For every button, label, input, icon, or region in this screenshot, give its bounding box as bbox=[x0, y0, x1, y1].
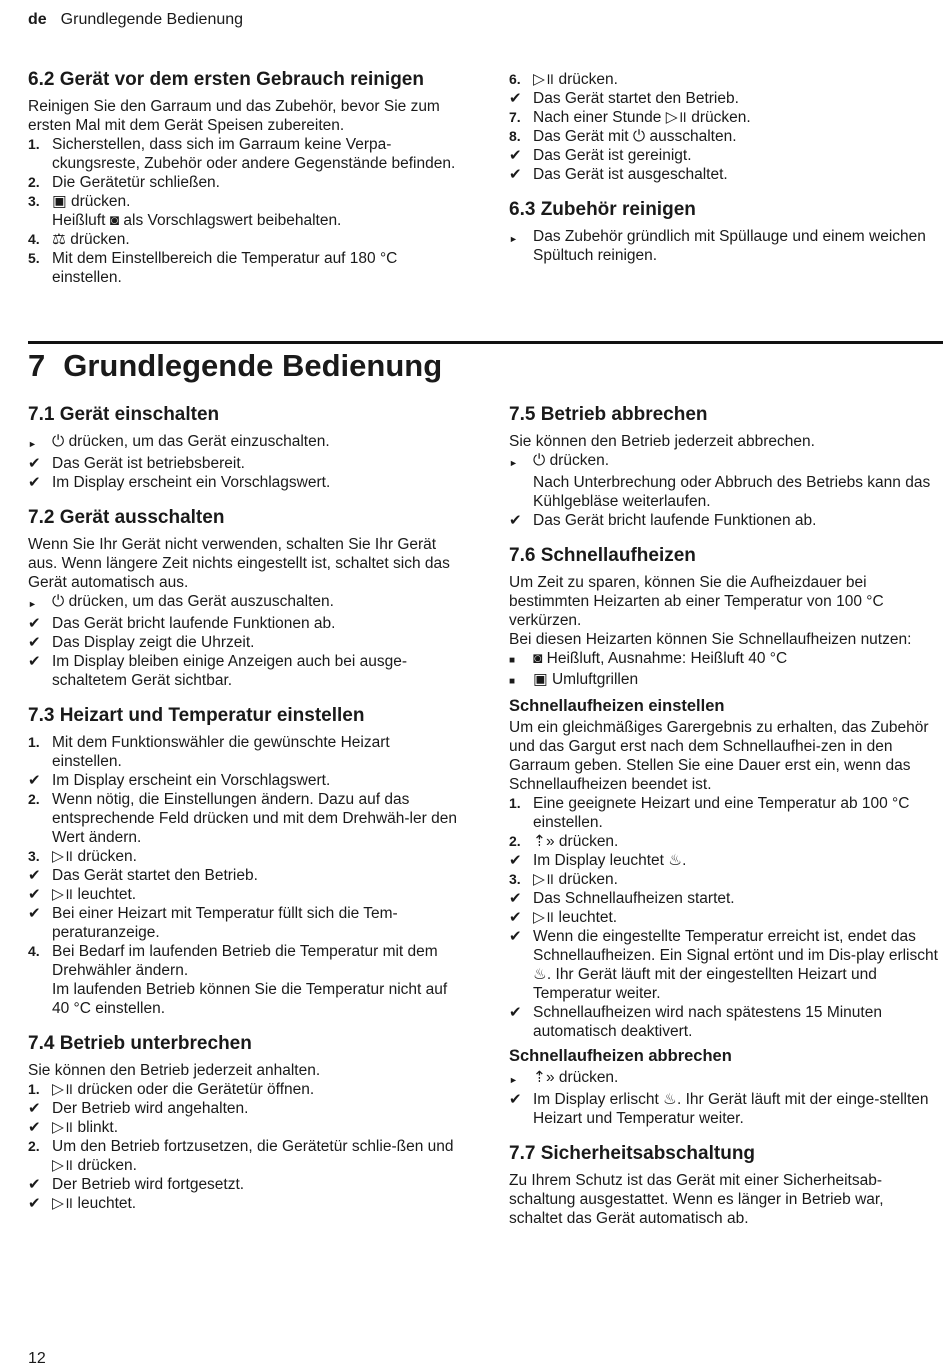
paragraph: Um ein gleichmäßiges Garergebnis zu erhalten, das Zubehör und das Gargut erst nach dem Schnellaufhei-zen in den Garraum geben. Stellen Sie eine Dauer erst ein, wenn das Schnellaufheizen beendet ist. bbox=[509, 719, 929, 793]
result-item bbox=[28, 866, 460, 885]
item-text: ▷॥ leuchtet. bbox=[52, 1195, 137, 1212]
result-item bbox=[28, 771, 460, 790]
numbered-step bbox=[28, 230, 460, 249]
result-check-icon: ✔ bbox=[28, 1119, 41, 1136]
result-item bbox=[509, 1090, 941, 1128]
paragraph: Wenn Sie Ihr Gerät nicht verwenden, schalten Sie Ihr Gerät aus. Wenn längere Zeit nichts eingestellt ist, schaltet sich das Gerät automatisch aus. bbox=[28, 536, 450, 591]
subsection-heading: Schnellaufheizen einstellen bbox=[509, 697, 725, 715]
item-text: Um den Betrieb fortzusetzen, die Gerätetür schlie-ßen und ▷॥ drücken. bbox=[52, 1138, 454, 1174]
numbered-step bbox=[28, 211, 460, 230]
action-step bbox=[28, 592, 460, 614]
item-text: Nach einer Stunde ▷॥ drücken. bbox=[533, 109, 751, 126]
result-check-icon: ✔ bbox=[509, 1004, 522, 1021]
item-text: ▷॥ drücken. bbox=[533, 71, 618, 88]
chapter-heading bbox=[28, 348, 442, 384]
bullet-square-icon: ■ bbox=[509, 676, 516, 687]
numbered-step bbox=[28, 1137, 460, 1175]
item-text: ⇡» drücken. bbox=[533, 1069, 619, 1086]
item-text: Das Display zeigt die Uhrzeit. bbox=[52, 634, 255, 651]
step-number: 3. bbox=[28, 193, 40, 209]
section-6-2-column bbox=[28, 70, 460, 287]
result-item bbox=[509, 927, 941, 1003]
item-text: Das Schnellaufheizen startet. bbox=[533, 890, 735, 907]
action-arrow-icon: ► bbox=[28, 439, 37, 449]
spacer bbox=[509, 184, 941, 200]
paragraph: Um Zeit zu sparen, können Sie die Aufheizdauer bei bestimmten Heizarten ab einer Temperatur von 100 °C verkürzen. bbox=[509, 574, 884, 629]
item-text: ▷॥ leuchtet. bbox=[52, 886, 137, 903]
bullet-square-icon: ■ bbox=[509, 655, 516, 666]
item-text: Im Display erscheint ein Vorschlagswert. bbox=[52, 772, 331, 789]
item-text: Im Display bleiben einige Anzeigen auch bei ausge-schaltetem Gerät sichtbar. bbox=[52, 653, 408, 689]
result-item bbox=[28, 1175, 460, 1194]
step-number: 2. bbox=[28, 1138, 40, 1154]
numbered-step bbox=[28, 942, 460, 980]
numbered-step bbox=[509, 473, 941, 511]
item-text: Im Display erscheint ein Vorschlagswert. bbox=[52, 474, 331, 491]
item-text: Heißluft ◙ als Vorschlagswert beibehalten. bbox=[52, 212, 342, 229]
item-text: Im Display leuchtet ♨. bbox=[533, 852, 687, 869]
item-text: Die Gerätetür schließen. bbox=[52, 174, 220, 191]
item-text: ▷॥ blinkt. bbox=[52, 1119, 119, 1136]
item-text: Das Gerät startet den Betrieb. bbox=[52, 867, 258, 884]
item-text: Das Gerät bricht laufende Funktionen ab. bbox=[52, 615, 336, 632]
spacer bbox=[28, 690, 460, 706]
result-check-icon: ✔ bbox=[509, 909, 522, 926]
item-text: Das Gerät bricht laufende Funktionen ab. bbox=[533, 512, 817, 529]
paragraph: Zu Ihrem Schutz ist das Gerät mit einer Sicherheitsab-schaltung ausgestattet. Wenn es länger in Betrieb war, schaltet das Gerät automatisch ab. bbox=[509, 1172, 884, 1227]
bullet-item bbox=[509, 670, 941, 691]
result-check-icon: ✔ bbox=[509, 512, 522, 529]
numbered-step bbox=[28, 733, 460, 771]
action-arrow-icon: ► bbox=[509, 234, 518, 244]
numbered-step bbox=[509, 832, 941, 851]
result-item bbox=[28, 652, 460, 690]
right-column bbox=[509, 405, 941, 1228]
item-text: Sicherstellen, dass sich im Garraum keine Verpa-ckungsreste, Zubehör oder andere Gegenstände befinden. bbox=[52, 136, 456, 172]
result-check-icon: ✔ bbox=[28, 634, 41, 651]
action-arrow-icon: ► bbox=[28, 599, 37, 609]
result-check-icon: ✔ bbox=[28, 905, 41, 922]
result-item bbox=[28, 633, 460, 652]
numbered-step bbox=[509, 794, 941, 832]
result-item bbox=[28, 473, 460, 492]
item-text: Das Zubehör gründlich mit Spüllauge und einem weichen Spültuch reinigen. bbox=[533, 228, 926, 264]
item-text: ⚖ drücken. bbox=[52, 231, 130, 248]
step-number: 5. bbox=[28, 250, 40, 266]
result-item bbox=[509, 889, 941, 908]
subsection-heading: Schnellaufheizen abbrechen bbox=[509, 1047, 732, 1065]
numbered-step bbox=[509, 108, 941, 127]
section-heading: 7.2 Gerät ausschalten bbox=[28, 507, 225, 528]
step-number: 1. bbox=[28, 136, 40, 152]
step-number: 3. bbox=[509, 871, 521, 887]
item-text: Wenn nötig, die Einstellungen ändern. Dazu auf das entsprechende Feld drücken und mit dem Drehwäh-ler den Wert ändern. bbox=[52, 791, 457, 846]
spacer bbox=[509, 1128, 941, 1144]
action-arrow-icon: ► bbox=[509, 458, 518, 468]
item-text: Schnellaufheizen wird nach spätestens 15 Minuten automatisch deaktivert. bbox=[533, 1004, 882, 1040]
item-text: Eine geeignete Heizart und eine Temperatur ab 100 °C einstellen. bbox=[533, 795, 910, 831]
numbered-step bbox=[509, 127, 941, 146]
item-text: Das Gerät ist ausgeschaltet. bbox=[533, 166, 728, 183]
step-number: 1. bbox=[509, 795, 521, 811]
result-item bbox=[28, 904, 460, 942]
item-text: ▷॥ drücken oder die Gerätetür öffnen. bbox=[52, 1081, 315, 1098]
action-step bbox=[509, 451, 941, 473]
step-number: 4. bbox=[28, 943, 40, 959]
item-text: Der Betrieb wird angehalten. bbox=[52, 1100, 249, 1117]
header-title: Grundlegende Bedienung bbox=[60, 11, 244, 28]
spacer bbox=[28, 492, 460, 508]
result-check-icon: ✔ bbox=[28, 867, 41, 884]
result-check-icon: ✔ bbox=[28, 772, 41, 789]
item-text: Das Gerät startet den Betrieb. bbox=[533, 90, 739, 107]
result-check-icon: ✔ bbox=[509, 928, 522, 945]
section-heading: 7.4 Betrieb unterbrechen bbox=[28, 1033, 252, 1054]
action-step bbox=[509, 1068, 941, 1090]
item-text: Im Display erlischt ♨. Ihr Gerät läuft mit der einge-stellten Heizart und Temperatur weiter. bbox=[533, 1091, 929, 1127]
item-text: ⏻ drücken, um das Gerät einzuschalten. bbox=[52, 433, 330, 450]
step-number: 3. bbox=[28, 848, 40, 864]
result-item bbox=[509, 165, 941, 184]
item-text: ⏻ drücken, um das Gerät auszuschalten. bbox=[52, 593, 334, 610]
result-item bbox=[28, 1099, 460, 1118]
numbered-step bbox=[28, 192, 460, 211]
chapter-number: 7 bbox=[28, 348, 46, 383]
item-text: Das Gerät ist gereinigt. bbox=[533, 147, 692, 164]
running-header bbox=[28, 11, 243, 29]
step-number bbox=[28, 980, 52, 1018]
item-text: Bei Bedarf im laufenden Betrieb die Temperatur mit dem Drehwähler ändern. bbox=[52, 943, 438, 979]
section-6-3-column bbox=[509, 70, 941, 265]
numbered-step bbox=[28, 847, 460, 866]
item-text: Der Betrieb wird fortgesetzt. bbox=[52, 1176, 245, 1193]
bullet-item bbox=[509, 649, 941, 670]
item-text: ▷॥ drücken. bbox=[52, 848, 137, 865]
section-heading: 7.7 Sicherheitsabschaltung bbox=[509, 1143, 756, 1164]
spacer bbox=[509, 530, 941, 546]
result-check-icon: ✔ bbox=[28, 1100, 41, 1117]
numbered-step bbox=[28, 135, 460, 173]
section-heading: 6.2 Gerät vor dem ersten Gebrauch reinigen bbox=[28, 69, 424, 90]
result-item bbox=[509, 146, 941, 165]
item-text: ▣ drücken. bbox=[52, 193, 131, 210]
section-heading: 7.6 Schnellaufheizen bbox=[509, 545, 696, 566]
result-check-icon: ✔ bbox=[28, 474, 41, 491]
section-heading: 7.3 Heizart und Temperatur einstellen bbox=[28, 705, 365, 726]
result-check-icon: ✔ bbox=[28, 653, 41, 670]
result-item bbox=[28, 885, 460, 904]
chapter-title: Grundlegende Bedienung bbox=[63, 348, 443, 383]
item-text: Im laufenden Betrieb können Sie die Temperatur nicht auf 40 °C einstellen. bbox=[52, 981, 448, 1017]
numbered-step bbox=[28, 980, 460, 1018]
step-number bbox=[28, 211, 52, 230]
numbered-step bbox=[28, 249, 460, 287]
item-text: Bei einer Heizart mit Temperatur füllt sich die Tem-peraturanzeige. bbox=[52, 905, 398, 941]
step-number: 7. bbox=[509, 109, 521, 125]
item-text: Das Gerät mit ⏻ ausschalten. bbox=[533, 128, 737, 145]
result-item bbox=[28, 1194, 460, 1213]
numbered-step bbox=[28, 790, 460, 847]
item-text: ▷॥ leuchtet. bbox=[533, 909, 618, 926]
result-check-icon: ✔ bbox=[28, 1195, 41, 1212]
result-check-icon: ✔ bbox=[509, 147, 522, 164]
section-heading: 6.3 Zubehör reinigen bbox=[509, 199, 696, 220]
step-number bbox=[509, 473, 533, 511]
page-number: 12 bbox=[28, 1350, 46, 1367]
result-item bbox=[509, 511, 941, 530]
result-check-icon: ✔ bbox=[509, 166, 522, 183]
numbered-step bbox=[509, 870, 941, 889]
result-check-icon: ✔ bbox=[509, 852, 522, 869]
result-item bbox=[28, 614, 460, 633]
result-check-icon: ✔ bbox=[509, 90, 522, 107]
step-number: 2. bbox=[28, 791, 40, 807]
paragraph: Bei diesen Heizarten können Sie Schnellaufheizen nutzen: bbox=[509, 631, 912, 648]
item-text: ⏻ drücken. bbox=[533, 452, 610, 469]
step-number: 4. bbox=[28, 231, 40, 247]
result-check-icon: ✔ bbox=[509, 1091, 522, 1108]
item-text: Mit dem Funktionswähler die gewünschte Heizart einstellen. bbox=[52, 734, 390, 770]
paragraph: Sie können den Betrieb jederzeit anhalten. bbox=[28, 1062, 321, 1079]
action-arrow-icon: ► bbox=[509, 1075, 518, 1085]
item-text: ⇡» drücken. bbox=[533, 833, 619, 850]
result-check-icon: ✔ bbox=[28, 615, 41, 632]
step-number: 2. bbox=[509, 833, 521, 849]
item-text: ▷॥ drücken. bbox=[533, 871, 618, 888]
numbered-step bbox=[28, 173, 460, 192]
result-item bbox=[509, 851, 941, 870]
section-heading: 7.5 Betrieb abbrechen bbox=[509, 404, 708, 425]
result-check-icon: ✔ bbox=[28, 886, 41, 903]
step-number: 1. bbox=[28, 734, 40, 750]
step-number: 6. bbox=[509, 71, 521, 87]
numbered-step bbox=[28, 1080, 460, 1099]
step-number: 2. bbox=[28, 174, 40, 190]
item-text: ▣ Umluftgrillen bbox=[533, 671, 639, 688]
result-check-icon: ✔ bbox=[28, 455, 41, 472]
item-text: Wenn die eingestellte Temperatur erreicht ist, endet das Schnellaufheizen. Ein Signal ertönt und im Dis-play erlischt ♨. Ihr Gerät läuft mit der eingestellten Heizart und Temperatur weiter. bbox=[533, 928, 938, 1002]
item-text: ◙ Heißluft, Ausnahme: Heißluft 40 °C bbox=[533, 650, 788, 667]
paragraph: Reinigen Sie den Garraum und das Zubehör, bevor Sie zum ersten Mal mit dem Gerät Speisen zubereiten. bbox=[28, 98, 440, 134]
result-item bbox=[509, 908, 941, 927]
language-code: de bbox=[28, 11, 47, 28]
result-item bbox=[28, 1118, 460, 1137]
item-text: Das Gerät ist betriebsbereit. bbox=[52, 455, 245, 472]
paragraph: Sie können den Betrieb jederzeit abbrechen. bbox=[509, 433, 815, 450]
result-item bbox=[28, 454, 460, 473]
numbered-step bbox=[509, 70, 941, 89]
action-step bbox=[28, 432, 460, 454]
result-item bbox=[509, 1003, 941, 1041]
step-number: 8. bbox=[509, 128, 521, 144]
action-step bbox=[509, 227, 941, 265]
step-number: 1. bbox=[28, 1081, 40, 1097]
section-heading: 7.1 Gerät einschalten bbox=[28, 404, 220, 425]
result-item bbox=[509, 89, 941, 108]
result-check-icon: ✔ bbox=[509, 890, 522, 907]
chapter-rule bbox=[28, 341, 943, 344]
left-column bbox=[28, 405, 460, 1213]
item-text: Nach Unterbrechung oder Abbruch des Betriebs kann das Kühlgebläse weiterlaufen. bbox=[533, 474, 931, 510]
item-text: Mit dem Einstellbereich die Temperatur auf 180 °C einstellen. bbox=[52, 250, 398, 286]
result-check-icon: ✔ bbox=[28, 1176, 41, 1193]
spacer bbox=[28, 1018, 460, 1034]
